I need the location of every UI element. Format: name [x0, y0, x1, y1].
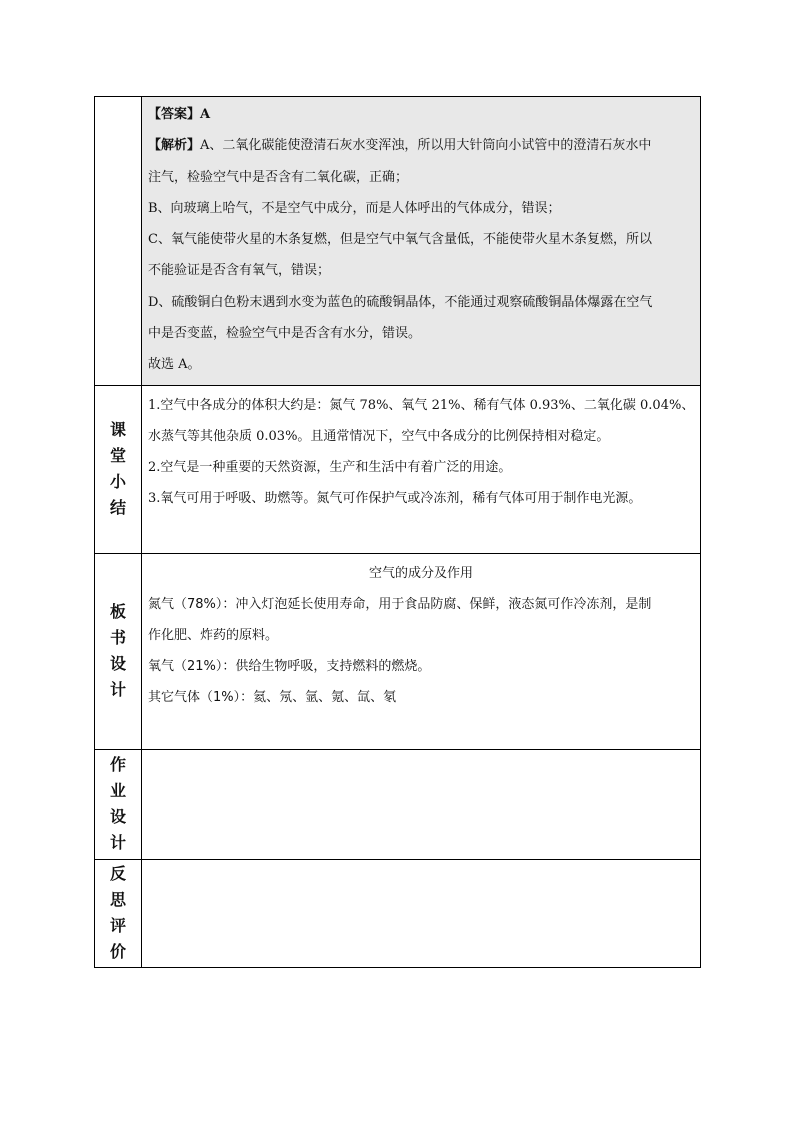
- board-text: 作化肥、炸药的原料。: [148, 627, 279, 643]
- label-char: 评: [109, 916, 126, 936]
- board-title: 空气的成分及作用: [368, 565, 473, 581]
- homework-content: [142, 749, 701, 859]
- board-text: 其它气体（1%）：氦、氖、氩、氪、氙、氡: [148, 689, 397, 705]
- reflection-row: [95, 859, 701, 967]
- summary-row: [95, 385, 701, 553]
- homework-row: [95, 749, 701, 859]
- lesson-plan-table: [94, 96, 701, 968]
- label-char: 价: [109, 942, 126, 962]
- board-text: 氧气（21%）：供给生物呼吸，支持燃料的燃烧。: [148, 658, 431, 674]
- summary-text: 1.空气中各成分的体积大约是：氮气 78%、氧气 21%、稀有气体 0.93%、二氧化碳 0.04%、: [148, 397, 695, 413]
- label-char: 作: [109, 755, 126, 775]
- summary-text: 水蒸气等其他杂质 0.03%。且通常情况下，空气中各成分的比例保持相对稳定。: [148, 428, 610, 444]
- label-char: 小: [109, 472, 126, 492]
- reflection-label: [95, 859, 142, 967]
- analysis-text: 注气，检验空气中是否含有二氧化碳，正确；: [148, 169, 409, 185]
- summary-text: 2.空气是一种重要的天然资源，生产和生活中有着广泛的用途。: [148, 459, 512, 475]
- label-char: 反: [109, 864, 126, 884]
- board-label: [95, 553, 142, 749]
- label-char: 书: [109, 628, 126, 648]
- summary-content: [142, 385, 701, 553]
- analysis-text: C、氧气能使带火星的木条复燃，但是空气中氧气含量低，不能使带火星木条复燃，所以: [148, 232, 652, 248]
- board-text: 氮气（78%）：冲入灯泡延长使用寿命，用于食品防腐、保鲜，液态氮可作冷冻剂，是制: [148, 596, 652, 612]
- answer-row: [95, 97, 701, 386]
- analysis-text: 不能验证是否含有氧气，错误；: [148, 263, 331, 279]
- label-char: 课: [109, 420, 126, 440]
- label-char: 结: [109, 498, 126, 518]
- label-char: 板: [109, 602, 126, 622]
- label-char: 业: [109, 781, 126, 801]
- answer-line: [148, 99, 694, 130]
- reflection-content: [142, 859, 701, 967]
- label-char: 计: [109, 680, 126, 700]
- answer-row-label: [95, 97, 142, 386]
- summary-label: [95, 385, 142, 553]
- answer-value: A: [200, 107, 211, 122]
- answer-cell: [142, 97, 701, 386]
- summary-text: 3.氧气可用于呼吸、助燃等。氮气可作保护气或冷冻剂，稀有气体可用于制作电光源。: [148, 490, 642, 506]
- analysis-tag: 【解析】: [148, 138, 201, 154]
- label-char: 设: [109, 654, 126, 674]
- board-content: [142, 553, 701, 749]
- answer-tag: 【答案】: [148, 107, 201, 122]
- analysis-text: D、硫酸铜白色粉末遇到水变为蓝色的硫酸铜晶体，不能通过观察硫酸铜晶体爆露在空气: [148, 294, 653, 310]
- label-char: 设: [109, 807, 126, 827]
- label-char: 堂: [109, 446, 126, 466]
- label-char: 计: [109, 833, 126, 853]
- analysis-text: 中是否变蓝，检验空气中是否含有水分，错误。: [148, 326, 422, 342]
- homework-label: [95, 749, 142, 859]
- analysis-text: A、二氧化碳能使澄清石灰水变浑浊，所以用大针筒向小试管中的澄清石灰水中: [200, 138, 652, 154]
- board-row: [95, 553, 701, 749]
- analysis-text: B、向玻璃上哈气，不是空气中成分，而是人体呼出的气体成分，错误；: [148, 200, 561, 216]
- analysis-text: 故选 A。: [148, 357, 201, 373]
- analysis-line: [148, 130, 694, 161]
- label-char: 思: [109, 890, 126, 910]
